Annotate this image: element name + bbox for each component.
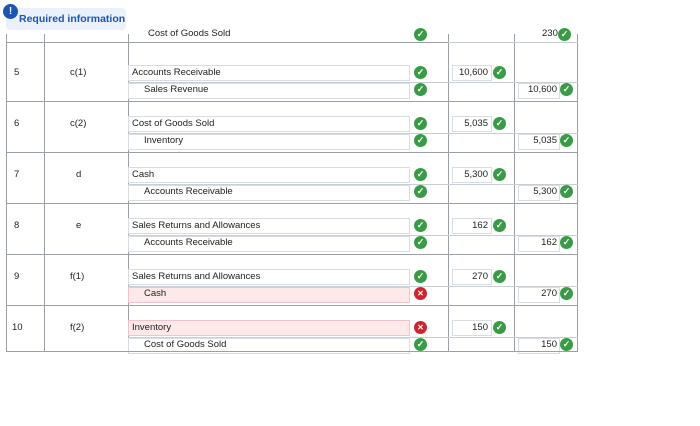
- credit-account-text: Inventory: [144, 135, 184, 146]
- check-icon: ✓: [560, 134, 573, 147]
- check-icon: ✓: [414, 66, 427, 79]
- debit-account-text: Sales Returns and Allowances: [132, 271, 261, 282]
- credit-account-text: Sales Revenue: [144, 84, 209, 95]
- check-icon: ✓: [560, 287, 573, 300]
- credit-amount-text: 162: [541, 237, 557, 248]
- banner-text: Required information: [19, 13, 126, 25]
- top-row-credit: 230: [542, 28, 558, 39]
- event-label: d: [76, 169, 82, 180]
- credit-account-text: Accounts Receivable: [144, 237, 233, 248]
- check-icon: ✓: [414, 219, 427, 232]
- debit-amount-text: 150: [472, 322, 488, 333]
- credit-amount-text: 150: [541, 339, 557, 350]
- check-icon: ✓: [560, 185, 573, 198]
- check-icon: ✓: [493, 117, 506, 130]
- check-icon: ✓: [493, 321, 506, 334]
- credit-amount-text: 270: [541, 288, 557, 299]
- row-number: 10: [12, 322, 23, 333]
- x-icon: ✕: [414, 287, 427, 300]
- event-label: f(1): [70, 271, 85, 282]
- debit-account-text: Accounts Receivable: [132, 67, 221, 78]
- debit-account-text: Cash: [132, 169, 155, 180]
- check-icon: ✓: [414, 338, 427, 351]
- debit-account-text: Sales Returns and Allowances: [132, 220, 261, 231]
- check-icon: ✓: [493, 270, 506, 283]
- check-icon: ✓: [493, 168, 506, 181]
- check-icon: ✓: [493, 219, 506, 232]
- check-icon: ✓: [414, 117, 427, 130]
- debit-account-field[interactable]: [128, 167, 410, 183]
- debit-account-text: Cost of Goods Sold: [132, 118, 215, 129]
- credit-amount-text: 5,300: [533, 186, 557, 197]
- debit-amount-text: 5,300: [464, 169, 488, 180]
- event-label: e: [76, 220, 82, 231]
- row-number: 7: [14, 169, 20, 180]
- check-icon: ✓: [414, 236, 427, 249]
- check-icon: ✓: [558, 28, 571, 41]
- alert-icon: !: [3, 4, 18, 19]
- x-icon: ✕: [414, 321, 427, 334]
- debit-amount-text: 5,035: [464, 118, 488, 129]
- check-icon: ✓: [414, 185, 427, 198]
- check-icon: ✓: [414, 168, 427, 181]
- event-label: c(2): [70, 118, 87, 129]
- debit-amount-text: 162: [472, 220, 488, 231]
- check-icon: ✓: [414, 270, 427, 283]
- credit-account-text: Cash: [144, 288, 167, 299]
- row-number: 6: [14, 118, 20, 129]
- check-icon: ✓: [414, 83, 427, 96]
- credit-account-field[interactable]: [128, 287, 410, 303]
- check-icon: ✓: [414, 28, 427, 41]
- debit-amount-text: 10,600: [458, 67, 488, 78]
- journal-entry-table: [6, 28, 578, 352]
- credit-account-text: Accounts Receivable: [144, 186, 233, 197]
- credit-account-text: Cost of Goods Sold: [144, 339, 227, 350]
- check-icon: ✓: [414, 134, 427, 147]
- event-label: f(2): [70, 322, 85, 333]
- credit-amount-text: 10,600: [527, 84, 557, 95]
- check-icon: ✓: [493, 66, 506, 79]
- debit-account-text: Inventory: [132, 322, 172, 333]
- check-icon: ✓: [560, 236, 573, 249]
- row-number: 8: [14, 220, 20, 231]
- event-label: c(1): [70, 67, 87, 78]
- row-number: 9: [14, 271, 20, 282]
- check-icon: ✓: [560, 338, 573, 351]
- credit-amount-text: 5,035: [533, 135, 557, 146]
- top-row-account: Cost of Goods Sold: [148, 28, 231, 39]
- row-number: 5: [14, 67, 20, 78]
- debit-amount-text: 270: [472, 271, 488, 282]
- required-information-banner[interactable]: [6, 8, 126, 30]
- check-icon: ✓: [560, 83, 573, 96]
